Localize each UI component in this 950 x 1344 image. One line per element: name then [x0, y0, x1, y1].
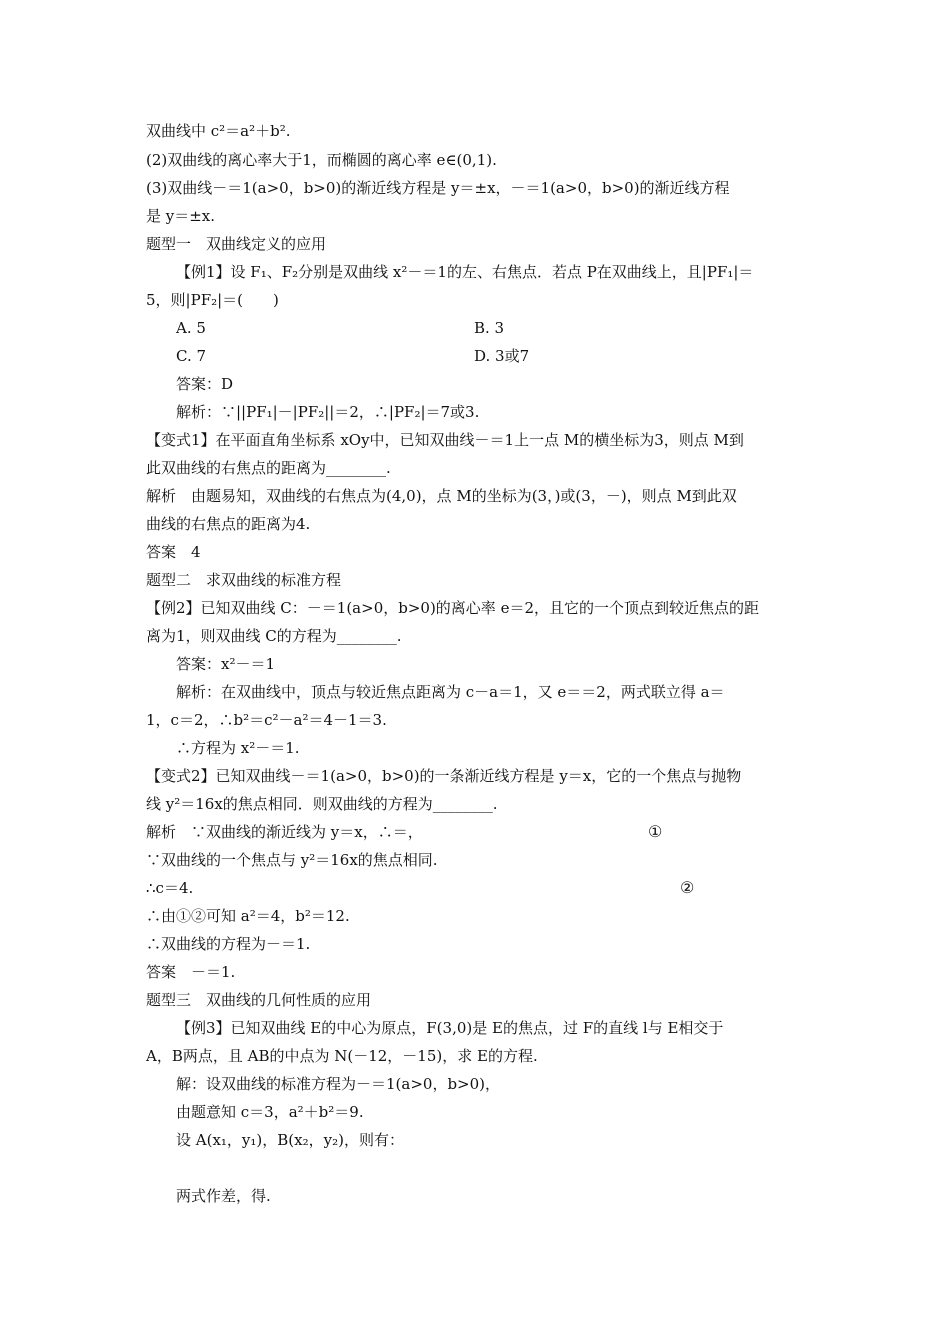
text-line: 5，则|PF₂|＝( ): [146, 291, 279, 309]
section-heading: 题型二 求双曲线的标准方程: [146, 571, 342, 589]
text-line: 此双曲线的右焦点的距离为________.: [146, 459, 391, 477]
text-line: ∴方程为 x²－＝1.: [176, 739, 300, 757]
equation-marker-2: ②: [680, 878, 695, 897]
analysis-line: 解析 ∵双曲线的渐近线为 y＝x，∴＝，: [146, 823, 423, 841]
option-a: A. 5: [176, 319, 206, 337]
variant-1-question: 【变式1】在平面直角坐标系 xOy中，已知双曲线－＝1上一点 M的横坐标为3，则点 M到: [146, 431, 744, 449]
text-line: 是 y＝±x.: [146, 207, 216, 225]
variant-2-question: 【变式2】已知双曲线－＝1(a>0，b>0)的一条渐近线方程是 y＝x，它的一个焦点与抛物: [146, 767, 742, 785]
section-heading: 题型一 双曲线定义的应用: [146, 235, 327, 253]
text-line: 设 A(x₁，y₁)，B(x₂，y₂)，则有：: [176, 1131, 404, 1149]
text-line: 线 y²＝16x的焦点相同．则双曲线的方程为________.: [146, 795, 498, 813]
example-3-question: 【例3】已知双曲线 E的中心为原点，F(3,0)是 E的焦点，过 F的直线 l与 E相交于: [176, 1019, 724, 1037]
text-line: 两式作差，得.: [176, 1187, 271, 1205]
analysis-line: 解析 由题易知，双曲线的右焦点为(4,0)，点 M的坐标为(3，)或(3，－)，则点 M到此双: [146, 487, 737, 505]
text-line: (2)双曲线的离心率大于1，而椭圆的离心率 e∈(0,1).: [146, 151, 497, 169]
solution-line: 解：设双曲线的标准方程为－＝1(a>0，b>0)，: [176, 1075, 501, 1093]
option-d: D. 3或7: [474, 347, 530, 365]
text-line: 曲线的右焦点的距离为4.: [146, 515, 311, 533]
option-c: C. 7: [176, 347, 207, 365]
example-2-question: 【例2】已知双曲线 C：－＝1(a>0，b>0)的离心率 e＝2，且它的一个顶点到较近焦点的距: [146, 599, 759, 617]
text-line: 1，c＝2，∴b²＝c²－a²＝4－1＝3.: [146, 711, 387, 729]
equation-marker-1: ①: [648, 822, 663, 841]
answer-line: 答案：D: [176, 375, 234, 393]
answer-line: 答案：x²－＝1: [176, 655, 276, 673]
analysis-line: 解析：在双曲线中，顶点与较近焦点距离为 c－a＝1，又 e＝＝2，两式联立得 a＝: [176, 683, 725, 701]
text-line: (3)双曲线－＝1(a>0，b>0)的渐近线方程是 y＝±x，－＝1(a>0，b>0)的渐近线方程: [146, 179, 730, 197]
text-line: ∴由①②可知 a²＝4，b²＝12.: [146, 907, 350, 925]
text-line: ∴c＝4.: [146, 879, 194, 897]
section-heading: 题型三 双曲线的几何性质的应用: [146, 991, 372, 1009]
text-line: ∴双曲线的方程为－＝1.: [146, 935, 311, 953]
text-line: A，B两点，且 AB的中点为 N(－12，－15)，求 E的方程.: [146, 1047, 538, 1065]
text-line: 离为1，则双曲线 C的方程为________.: [146, 627, 402, 645]
text-line: ∵双曲线的一个焦点与 y²＝16x的焦点相同.: [146, 851, 438, 869]
text-line: 双曲线中 c²＝a²＋b².: [146, 122, 291, 140]
analysis-line: 解析：∵||PF₁|－|PF₂||＝2，∴|PF₂|＝7或3.: [176, 403, 480, 421]
answer-line: 答案 －＝1.: [146, 963, 236, 981]
text-line: 由题意知 c＝3，a²＋b²＝9.: [176, 1103, 364, 1121]
answer-line: 答案 4: [146, 543, 201, 561]
option-b: B. 3: [474, 319, 505, 337]
example-1-question: 【例1】设 F₁、F₂分别是双曲线 x²－＝1的左、右焦点．若点 P在双曲线上，且|PF₁|＝: [176, 263, 754, 281]
